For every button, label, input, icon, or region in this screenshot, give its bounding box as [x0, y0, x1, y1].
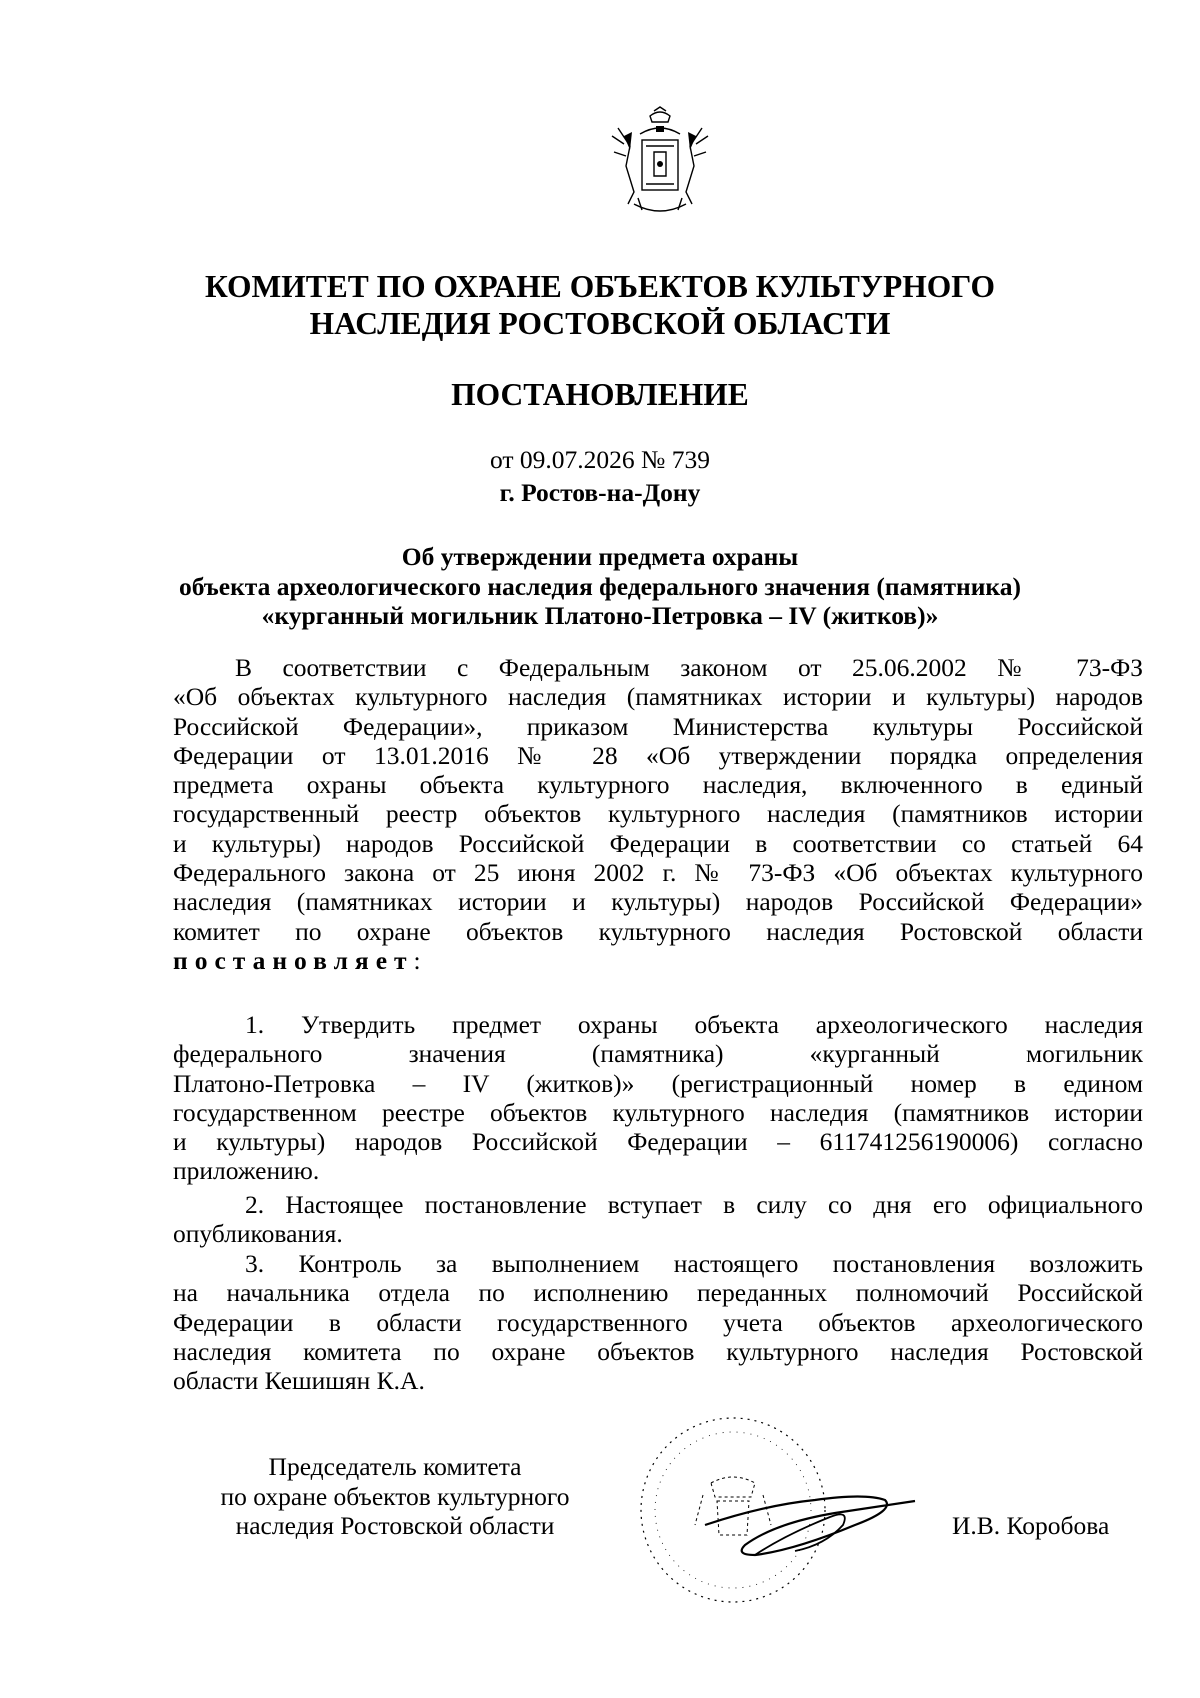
text-line: наследия комитета по охране объектов культурного наследия Ростовской	[173, 1336, 1143, 1366]
decision-word: постановляет	[173, 945, 414, 975]
text-line: комитет по охране объектов культурного наследия Ростовской области	[173, 916, 1143, 946]
title-line-1: Об утверждении предмета охраны	[401, 542, 799, 571]
authority-line-1: КОМИТЕТ ПО ОХРАНЕ ОБЪЕКТОВ КУЛЬТУРНОГО	[204, 269, 995, 304]
text-line: приложению.	[173, 1156, 320, 1186]
decision-colon: :	[413, 945, 421, 975]
text-line: В соответствии с Федеральным законом от 25.06.2002 № 73-ФЗ	[235, 653, 1143, 682]
text-line: Федерального закона от 25 июня 2002 г. № 73-ФЗ «Об объектах культурного	[173, 858, 1143, 888]
issuing-authority	[0, 268, 1200, 342]
text-line: Федерации в области государственного учета объектов археологического	[173, 1307, 1143, 1337]
title-line-2: объекта археологического наследия федерального значения (памятника)	[179, 571, 1021, 601]
text-line: и культуры) народов Российской Федерации в соответствии со статьей 64	[173, 828, 1143, 858]
title-line-3: «курганный могильник Платоно-Петровка – IV (житков)»	[261, 601, 939, 630]
document-type: ПОСТАНОВЛЕНИЕ	[451, 377, 749, 412]
text-line: Федерации от 13.01.2016 № 28 «Об утверждении порядка определения	[173, 740, 1143, 770]
text-line: федерального значения (памятника) «курганный могильник	[173, 1039, 1143, 1069]
coat-of-arms-emblem	[604, 106, 716, 222]
authority-line-2: НАСЛЕДИЯ РОСТОВСКОЙ ОБЛАСТИ	[309, 306, 891, 341]
signatory-name: И.В. Коробова	[952, 1511, 1110, 1540]
text-line: предмета охраны объекта культурного наследия, включенного в единый	[173, 770, 1143, 800]
item-2-paragraph	[173, 1190, 1143, 1249]
document-title	[0, 542, 1200, 631]
text-line: Платоно-Петровка – IV (житков)» (регистрационный номер в едином	[173, 1068, 1143, 1098]
document-city: г. Ростов-на-Дону	[499, 478, 701, 507]
preamble-paragraph	[173, 653, 1143, 975]
text-line: и культуры) народов Российской Федерации – 611741256190006) согласно	[173, 1127, 1143, 1157]
text-line: опубликования.	[173, 1219, 343, 1249]
official-stamp-with-signature	[615, 1405, 935, 1615]
position-line-2: по охране объектов культурного	[220, 1481, 570, 1511]
text-line: 2. Настоящее постановление вступает в силу со дня его официального	[245, 1190, 1143, 1219]
text-line: государственный реестр объектов культурного наследия (памятников истории	[173, 799, 1143, 829]
text-line: 3. Контроль за выполнением настоящего постановления возложить	[245, 1249, 1143, 1278]
text-line: Российской Федерации», приказом Министерства культуры Российской	[173, 711, 1143, 741]
text-line: 1. Утвердить предмет охраны объекта археологического наследия	[245, 1010, 1143, 1039]
position-line-3: наследия Ростовской области	[235, 1511, 555, 1540]
text-line: наследия (памятниках истории и культуры) народов Российской Федерации»	[173, 887, 1143, 917]
decision-line	[173, 946, 1143, 975]
text-line: «Об объектах культурного наследия (памятниках истории и культуры) народов	[173, 682, 1143, 712]
signatory-position	[190, 1452, 600, 1541]
text-line: на начальника отдела по исполнению переданных полномочий Российской	[173, 1278, 1143, 1308]
text-line: области Кешишян К.А.	[173, 1366, 425, 1396]
text-line: государственном реестре объектов культурного наследия (памятников истории	[173, 1097, 1143, 1127]
item-1-paragraph	[173, 1010, 1143, 1186]
item-3-paragraph	[173, 1249, 1143, 1395]
position-line-1: Председатель комитета	[268, 1452, 522, 1481]
document-date-number: от 09.07.2026 № 739	[489, 445, 710, 474]
